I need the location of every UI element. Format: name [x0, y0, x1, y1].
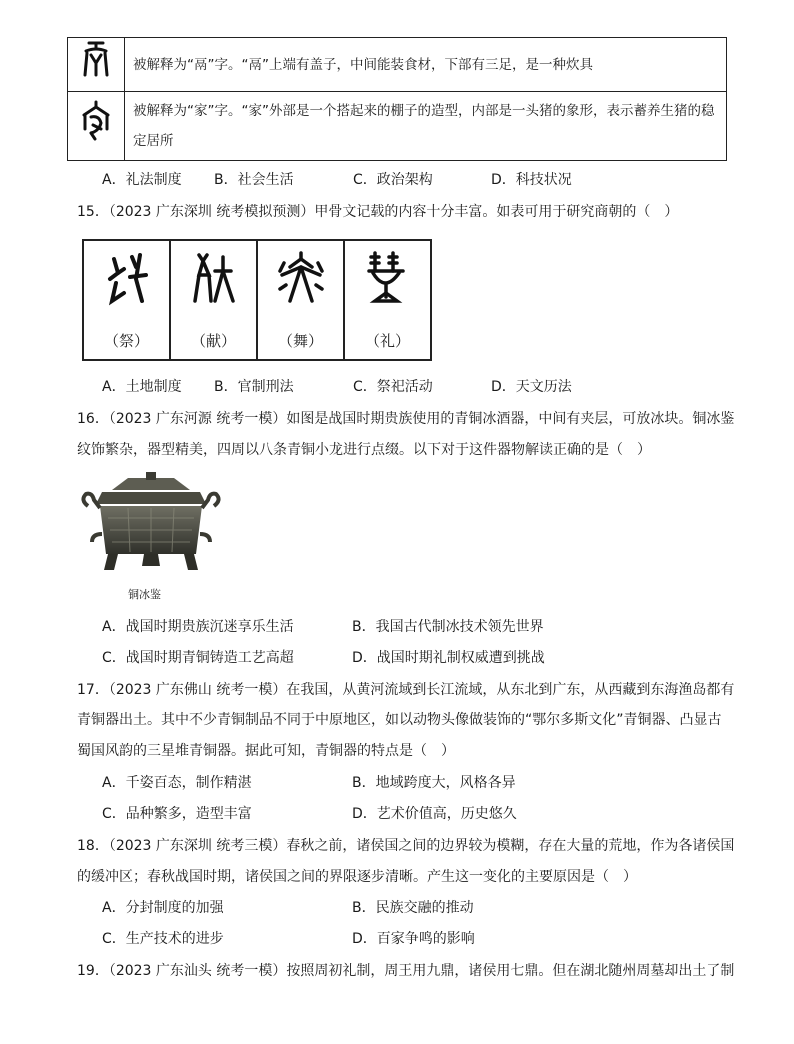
- q18-option-b[interactable]: B．民族交融的推动: [352, 900, 474, 916]
- q16-option-d[interactable]: D．战国时期礼制权威遭到挑战: [352, 650, 545, 666]
- q14-option-d[interactable]: D．科技状况: [491, 172, 572, 188]
- q14-option-b[interactable]: B．社会生活: [214, 172, 294, 188]
- oracle-glyph-li-icon: [363, 249, 413, 311]
- glyph-cell: [258, 241, 345, 359]
- glyph-cell: [171, 241, 258, 359]
- q18-stem-line2: 的缓冲区；春秋战国时期，诸侯国之间的界限逐步清晰。产生这一变化的主要原因是（ ）: [77, 869, 637, 885]
- q16-option-a[interactable]: A．战国时期贵族沉迷享乐生活: [102, 619, 294, 635]
- q15-option-d[interactable]: D．天文历法: [491, 379, 572, 395]
- q17-stem-line3: 蜀国风韵的三星堆青铜器。据此可知，青铜器的特点是（ ）: [77, 743, 455, 759]
- q16-option-c[interactable]: C．战国时期青铜铸造工艺高超: [102, 650, 294, 666]
- glyph-cell: [345, 241, 430, 359]
- oracle-glyph-jia-icon: [81, 99, 111, 143]
- q17-option-b[interactable]: B．地域跨度大，风格各异: [352, 775, 516, 791]
- q15-option-a[interactable]: A．土地制度: [102, 379, 182, 395]
- q18-option-a[interactable]: A．分封制度的加强: [102, 900, 224, 916]
- glyph-caption: （献）: [190, 332, 236, 350]
- oracle-glyph-xian-icon: [189, 249, 239, 311]
- glyph-caption: （舞）: [277, 332, 323, 350]
- q15-option-b[interactable]: B．官制刑法: [214, 379, 294, 395]
- q14-option-c[interactable]: C．政治架构: [353, 172, 433, 188]
- q18-option-d[interactable]: D．百家争鸣的影响: [352, 931, 475, 947]
- q15-stem: 15．（2023 广东深圳 统考模拟预测）甲骨文记载的内容十分丰富。如表可用于研究商朝的（ ）: [77, 204, 679, 220]
- oracle-glyph-ge-icon: [81, 39, 111, 79]
- q17-option-d[interactable]: D．艺术价值高，历史悠久: [352, 806, 517, 822]
- glyph-caption: （祭）: [103, 332, 149, 350]
- oracle-glyph-ji-icon: [102, 249, 152, 311]
- q17-option-c[interactable]: C．品种繁多，造型丰富: [102, 806, 252, 822]
- q16-option-b[interactable]: B．我国古代制冰技术领先世界: [352, 619, 544, 635]
- glyph-cell: [68, 92, 125, 161]
- q14-option-a[interactable]: A．礼法制度: [102, 172, 182, 188]
- q18-option-c[interactable]: C．生产技术的进步: [102, 931, 224, 947]
- q16-stem-line1: 16．（2023 广东河源 统考一模）如图是战国时期贵族使用的青铜冰酒器，中间有夹层，可放冰块。铜冰鉴: [77, 411, 735, 427]
- q15-option-c[interactable]: C．祭祀活动: [353, 379, 433, 395]
- q18-stem-line1: 18．（2023 广东深圳 统考三模）春秋之前，诸侯国之间的边界较为模糊，存在大量的荒地，作为各诸侯国: [77, 838, 735, 854]
- bronze-ice-vessel-image: [78, 470, 224, 582]
- glyph-cell: [84, 241, 171, 359]
- q14-table: [67, 37, 727, 161]
- table-text: 被解释为“家”字。“家”外部是一个搭起来的棚子的造型，内部是一头猪的象形，表示蓄养生猪的稳定居所: [125, 92, 727, 161]
- q15-glyph-table: [82, 239, 432, 361]
- q17-stem-line2: 青铜器出土。其中不少青铜制品不同于中原地区，如以动物头像做装饰的“鄂尔多斯文化”青铜器、凸显古: [77, 712, 722, 728]
- glyph-caption: （礼）: [364, 332, 410, 350]
- table-text: 被解释为“鬲”字。“鬲”上端有盖子，中间能装食材，下部有三足，是一种炊具: [125, 38, 727, 92]
- q17-option-a[interactable]: A．千姿百态，制作精湛: [102, 775, 252, 791]
- oracle-glyph-wu-icon: [276, 249, 326, 311]
- image-caption: 铜冰鉴: [128, 588, 161, 601]
- q19-stem-line1: 19．（2023 广东汕头 统考一模）按照周初礼制，周王用九鼎，诸侯用七鼎。但在湖北随州周墓却出土了制: [77, 963, 735, 979]
- q17-stem-line1: 17．（2023 广东佛山 统考一模）在我国，从黄河流域到长江流域，从东北到广东，从西藏到东海渔岛都有: [77, 682, 735, 698]
- q16-stem-line2: 纹饰繁杂，器型精美，四周以八条青铜小龙进行点缀。以下对于这件器物解读正确的是（ ）: [77, 442, 651, 458]
- glyph-cell: [68, 38, 125, 92]
- table-row: [68, 38, 727, 92]
- table-row: [68, 92, 727, 161]
